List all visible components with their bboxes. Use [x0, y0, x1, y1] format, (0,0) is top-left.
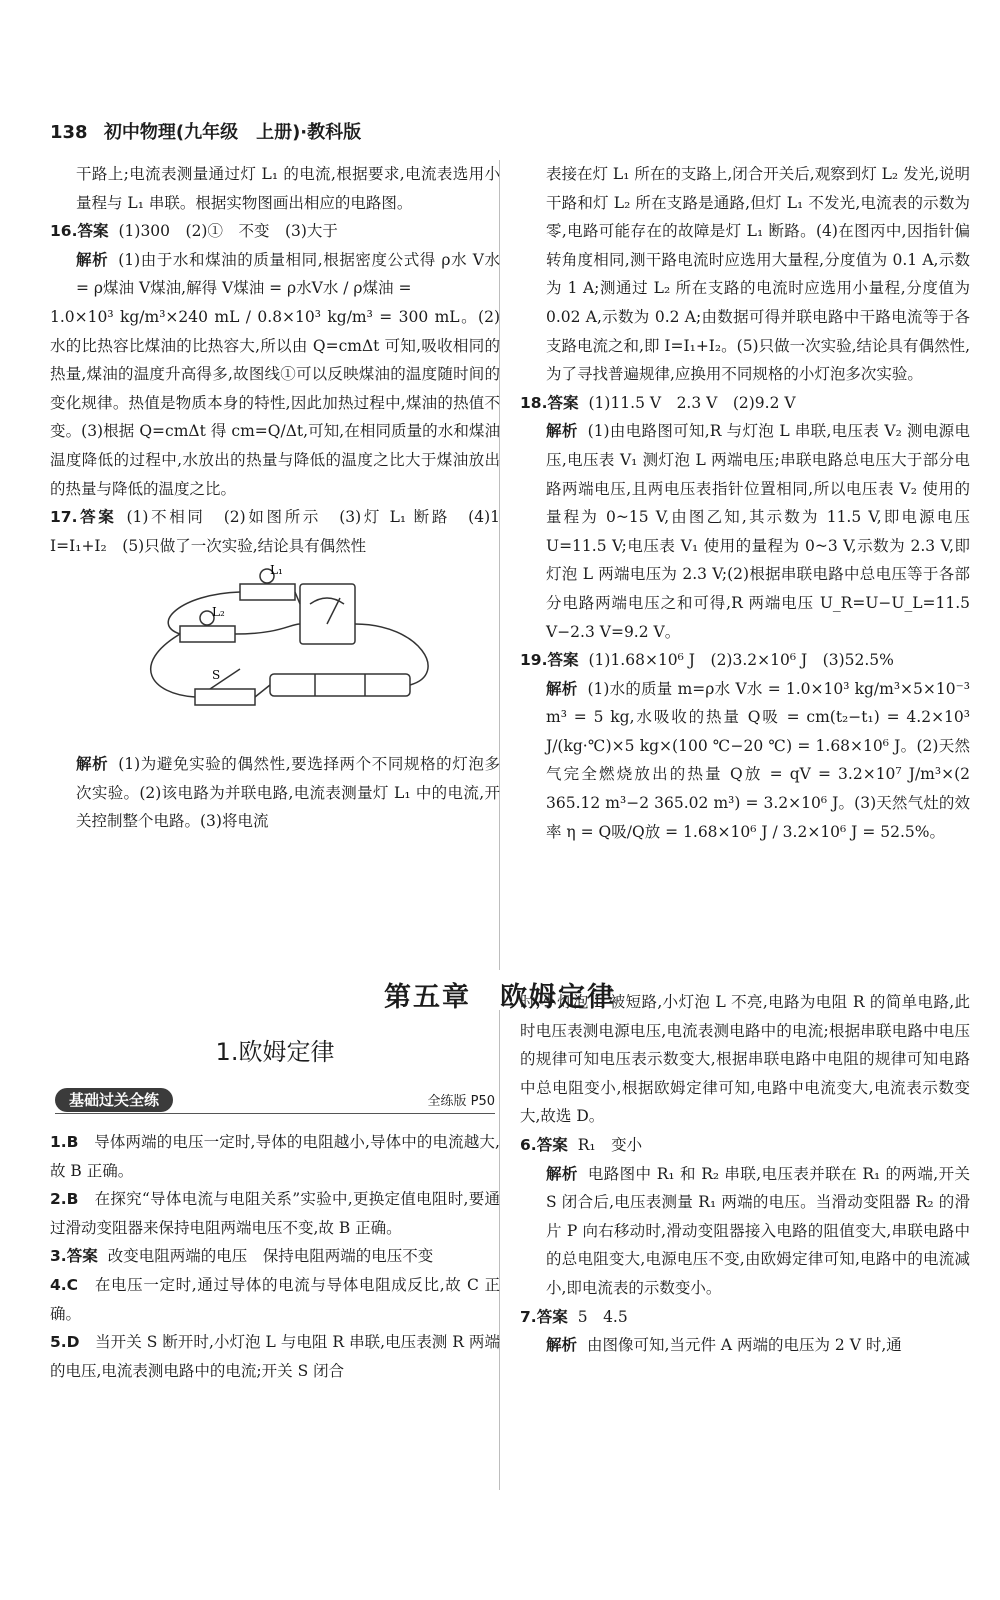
banner-label: 基础过关全练: [55, 1088, 173, 1112]
left-column-bottom: [50, 1128, 500, 1385]
l1-base: [240, 584, 295, 600]
answer-7: 7.答案 5 4.5: [520, 1307, 628, 1326]
analysis-16: 解析 (1)由于水和煤油的质量相同,根据密度公式得 ρ水 V水 = ρ煤油 V煤油,解得 V煤油 = ρ水V水 / ρ煤油 =: [76, 250, 500, 298]
ammeter: [300, 584, 355, 644]
switch-base: [195, 689, 255, 705]
ammeter-needle: [327, 598, 340, 624]
answer-19: 19.答案 (1)1.68×10⁶ J (2)3.2×10⁶ J (3)52.5%: [520, 651, 894, 670]
analysis-18: 解析 (1)由电路图可知,R 与灯泡 L 串联,电压表 V₂ 测电源电压,电压表 V₁ 测灯泡 L 两端电压;串联电路总电压大于部分电路两端电压,且两电压表指针位置相同,所以电压表 V₂ 使用的量程为 0~15 V,由图乙知,其示数为 11.5 V,即电源电压 U=11.5 V;电压表 V₁ 使用的量程为 0~3 V,示数为 2.3 V,即灯泡 L 两端电压为 2.3 V;(2)根据串联电路中总电压等于各部分电路两端电压之和可得,R 两端电压 U_R=U−U_L=11.5 V−2.3 V=9.2 V。: [546, 422, 970, 641]
right-column: [520, 160, 970, 846]
answer-6: 6.答案 R₁ 变小: [520, 1135, 643, 1154]
analysis-16-cont: 1.0×10³ kg/m³×240 mL / 0.8×10³ kg/m³ = 300 mL。(2)水的比热容比煤油的比热容大,所以由 Q=cmΔt 可知,吸收相同的热量,煤油的温度升高得多,故图线①可以反映煤油的温度随时间的变化规律。热值是物质本身的特性,因此加热过程中,煤油的热值不变。(3)根据 Q=cmΔt 得 cm=Q/Δt,可知,在相同质量的水和煤油温度降低的过程中,水放出的热量与降低的温度之比大于煤油放出的热量与降低的温度之比。: [50, 307, 500, 498]
label-l1: L₁: [270, 564, 283, 578]
battery-box: [270, 674, 410, 696]
banner-ref: 全练版 P50: [427, 1094, 495, 1109]
label-l2: L₂: [212, 605, 225, 620]
label-s: S: [212, 668, 221, 683]
wire: [255, 685, 270, 697]
wire: [151, 634, 195, 697]
wire: [355, 624, 428, 685]
answer-17: 17.答案 (1)不相同 (2)如图所示 (3)灯 L₁ 断路 (4)1 I=I₁+I₂ (5)只做了一次实验,结论具有偶然性: [50, 508, 516, 555]
left-column: [50, 160, 516, 836]
exercise-banner: [55, 1088, 495, 1114]
answer-2: 2.B 在探究“导体电流与电阻关系”实验中,更换定值电阻时,要通过滑动变阻器来保持电阻两端电压不变,故 B 正确。: [50, 1190, 500, 1237]
answer-3: 3.答案 改变电阻两端的电压 保持电阻两端的电压不变: [50, 1247, 434, 1266]
banner-rule: [55, 1113, 495, 1114]
answer-5: 5.D 当开关 S 断开时,小灯泡 L 与电阻 R 串联,电压表测 R 两端的电压,电流表测电路中的电流;开关 S 闭合: [50, 1333, 500, 1380]
analysis-17: 解析 (1)为避免实验的偶然性,要选择两个不同规格的灯泡多次实验。(2)该电路为并联电路,电流表测量灯 L₁ 中的电流,开关控制整个电路。(3)将电流: [76, 754, 500, 831]
wire: [168, 592, 240, 634]
page-header: [50, 118, 361, 144]
analysis-7: 解析 由图像可知,当元件 A 两端的电压为 2 V 时,通: [546, 1336, 902, 1355]
right-column-bottom: [520, 988, 970, 1360]
chapter-title: 第五章 欧姆定律: [384, 982, 616, 1013]
l2-base: [180, 626, 235, 642]
paragraph: 干路上;电流表测量通过灯 L₁ 的电流,根据要求,电流表选用小量程与 L₁ 串联。根据实物图画出相应的电路图。: [76, 165, 500, 212]
analysis-19: 解析 (1)水的质量 m=ρ水 V水 = 1.0×10³ kg/m³×5×10⁻³ m³ = 5 kg,水吸收的热量 Q吸 = cm(t₂−t₁) = 4.2×10³ J/(kg·℃)×5 kg×(100 ℃−20 ℃) = 1.68×10⁶ J。(2)天然气完全燃烧放出的热量 Q放 = qV = 3.2×10⁷ J/m³×(2 365.12 m³−2 365.02 m³) = 3.2×10⁶ J。(3)天然气灶的效率 η = Q吸/Q放 = 1.68×10⁶ J / 3.2×10⁶ J = 52.5%。: [546, 679, 970, 841]
analysis-6: 解析 电路图中 R₁ 和 R₂ 串联,电压表并联在 R₁ 的两端,开关 S 闭合后,电压表测量 R₁ 两端的电压。当滑动变阻器 R₂ 的滑片 P 向右移动时,滑动变阻器接入电路的阻值变大,串联电路中的总电阻变大,电源电压不变,由欧姆定律可知,电路中的电流减小,即电流表的示数变小。: [546, 1164, 970, 1297]
paragraph: 表接在灯 L₁ 所在的支路上,闭合开关后,观察到灯 L₂ 发光,说明干路和灯 L₂ 所在支路是通路,但灯 L₁ 不发光,电流表的示数为零,电路可能存在的故障是灯 L₁ 断路。(4)在图丙中,因指针偏转角度相同,测干路电流时应选用大量程,分度值为 0.1 A,示数为 1 A;测通过 L₂ 所在支路的电流时应选用小量程,分度值为 0.02 A,示数为 0.2 A;由数据可得并联电路中干路电流等于各支路电流之和,即 I=I₁+I₂。(5)只做一次实验,结论具有偶然性,为了寻找普遍规律,应换用不同规格的小灯泡多次实验。: [546, 165, 971, 384]
answer-1: 1.B 导体两端的电压一定时,导体的电阻越小,导体中的电流越大,故 B 正确。: [50, 1133, 500, 1180]
section-title: 1.欧姆定律: [215, 1038, 335, 1066]
book-title: 初中物理(九年级 上册)·教科版: [103, 122, 362, 143]
wire: [235, 624, 300, 634]
answer-18: 18.答案 (1)11.5 V 2.3 V (2)9.2 V: [520, 393, 796, 412]
answer-4: 4.C 在电压一定时,通过导体的电流与导体电阻成反比,故 C 正确。: [50, 1275, 500, 1323]
paragraph: 时,小灯泡 L 被短路,小灯泡 L 不亮,电路为电阻 R 的简单电路,此时电压表测电源电压,电流表测电路中的电流;根据串联电路中电压的规律可知电压表示数变大,根据串联电路中电阻的规律可知电路中总电阻变小,根据欧姆定律可知,电路中电流变大,电流表示数变大,故选 D。: [520, 993, 970, 1126]
answer-16: 16.答案 (1)300 (2)① 不变 (3)大于: [50, 222, 338, 241]
circuit-figure: [120, 564, 480, 734]
page-number: 138: [50, 122, 88, 143]
